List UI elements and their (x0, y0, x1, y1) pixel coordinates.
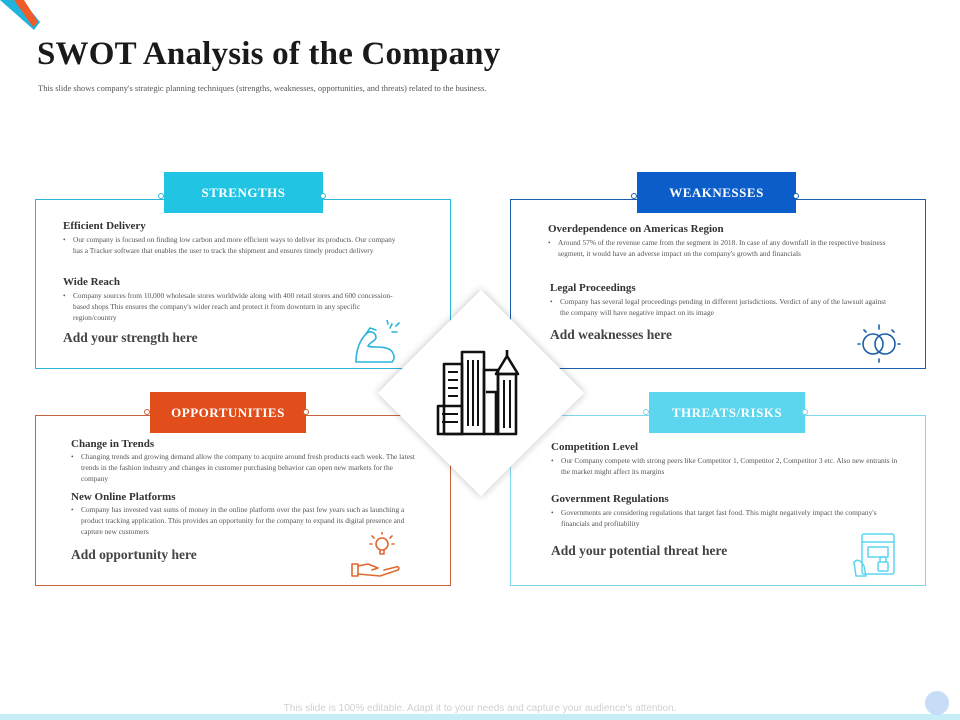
opportunity-heading: Change in Trends (71, 438, 155, 450)
muscle-arm-icon (352, 320, 402, 366)
connector-dot (643, 409, 649, 415)
threats-tag: THREATS/RISKS (649, 392, 805, 433)
opportunities-tag: OPPORTUNITIES (150, 392, 306, 433)
connector-dot (158, 193, 164, 199)
strength-heading: Efficient Delivery (63, 220, 146, 232)
connector-dot (631, 193, 637, 199)
weakness-text: • Company has several legal proceedings pending in different jurisdictions. Verdict of any of the lawsuit against the company will have negative impact on its image (550, 297, 895, 319)
add-weakness-placeholder[interactable]: Add weaknesses here (550, 327, 673, 342)
threat-text: • Our Company compete with strong peers like Competitor 1, Competitor 2, Competitor 3 etc. Also new entrants in the market might affect its margins (551, 456, 906, 478)
threat-text: • Governments are considering regulations that target fast food. This might negatively impact the company's financials and profitability (551, 508, 901, 530)
strength-text: • Our company is focused on finding low carbon and more efficient ways to deliver its products. Our company has a Tracker software that enables the user to track the shipment and ensures timely product delivery (63, 235, 403, 257)
opportunity-text: • Company has invested vast sums of money in the online platform over the past few years such as launching a product tracking application. This provides an opportunity for the company to expand its digital presence and capture new customers (71, 505, 426, 537)
connector-dot (802, 409, 808, 415)
hand-lightbulb-icon (350, 532, 402, 580)
weakness-text: • Around 57% of the revenue came from the segment in 2018. In case of any downfall in the respective business segment, it would have an adverse impact on the company's growth and financials (548, 238, 888, 260)
threat-heading: Competition Level (551, 441, 639, 453)
security-document-icon (852, 532, 898, 578)
connector-dot (144, 409, 150, 415)
strength-text: • Company sources from 10,000 wholesale stores worldwide along with 400 retail stores and 600 concession-based shops This ensures the company's wider reach and protect it from downturn in any specific region/country (63, 291, 403, 323)
strengths-tag: STRENGTHS (164, 172, 323, 213)
page-title: SWOT Analysis of the Company (37, 36, 501, 72)
strength-heading: Wide Reach (63, 276, 120, 288)
add-opportunity-placeholder[interactable]: Add opportunity here (71, 547, 197, 562)
threat-heading: Government Regulations (551, 493, 669, 505)
connector-dot (793, 193, 799, 199)
weakness-heading: Legal Proceedings (550, 282, 636, 294)
footer-circle (925, 691, 949, 715)
weakness-heading: Overdependence on Americas Region (548, 223, 724, 235)
page-subtitle: This slide shows company's strategic planning techniques (strengths, weaknesses, opportunities, and threats) related to the business. (38, 83, 487, 93)
footer-text: This slide is 100% editable. Adapt it to your needs and capture your audience's attention. (283, 703, 677, 714)
add-strength-placeholder[interactable]: Add your strength here (63, 330, 198, 345)
opportunity-text: • Changing trends and growing demand allow the company to acquire around fresh products each week. The latest trends in the fashion industry and changes in customer purchasing behavior can open new markets for the company (71, 452, 416, 484)
footer-bar (0, 714, 960, 720)
city-buildings-icon (434, 346, 526, 438)
connector-dot (320, 193, 326, 199)
corner-decoration (0, 0, 60, 40)
add-threat-placeholder[interactable]: Add your potential threat here (551, 543, 728, 558)
overlapping-rings-icon (856, 323, 902, 363)
connector-dot (303, 409, 309, 415)
opportunity-heading: New Online Platforms (71, 491, 176, 503)
weaknesses-tag: WEAKNESSES (637, 172, 796, 213)
